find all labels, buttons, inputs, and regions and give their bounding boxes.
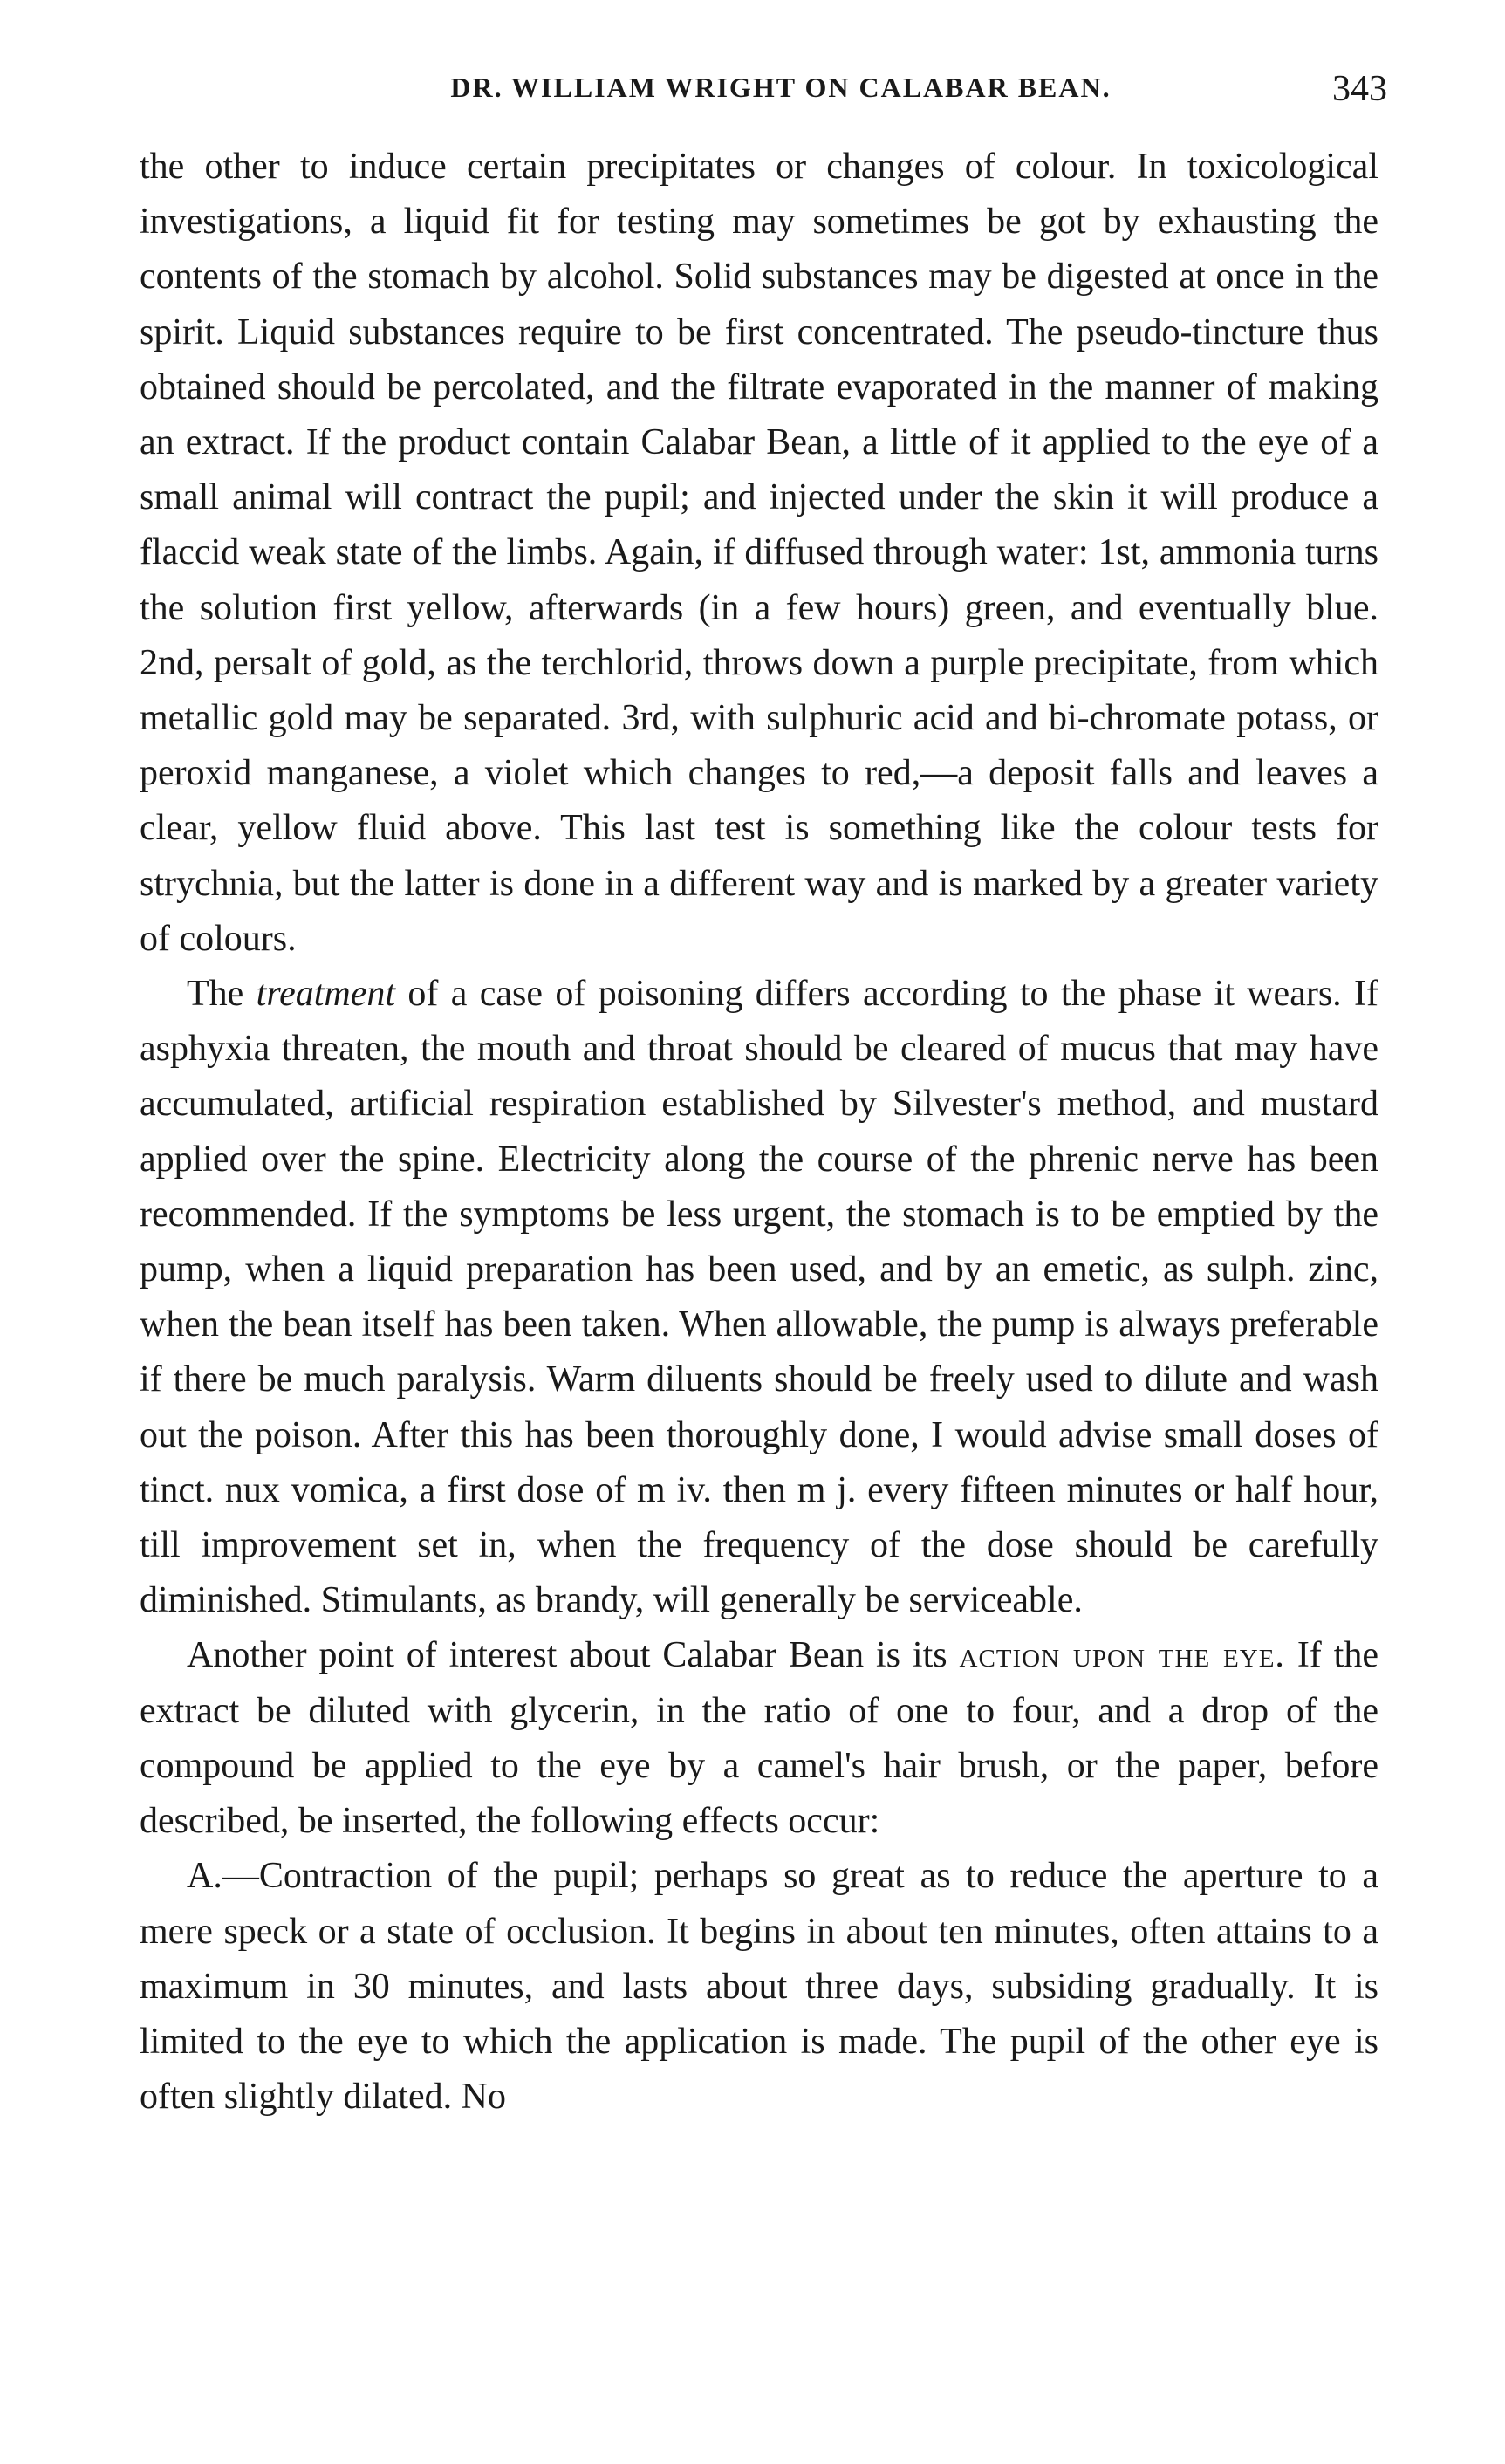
treatment-body: of a case of poisoning differs according to the phase it wears. If asphyxia threaten, the mouth and throat should be cleared of mucus that may have accumulated, artificial respiration established by Silvester's method, and mustard applied over the spine. Electricity along the course of the phrenic nerve has been recommended. If the symptoms be less urgent, the stomach is to be emptied by the pump, when a liquid preparation has been used, and by an emetic, as sulph. zinc, when the bean itself has been taken. When allowable, the pump is always preferable if there be much paralysis. Warm diluents should be freely used to dilute and wash out the poison. After this has been thoroughly done, I would advise small doses of tinct. nux vomica, a first dose of m iv. then m j. every fifteen minutes or half hour, till improvement set in, when the frequency of the dose should be carefully diminished. Stimulants, as brandy, will generally be serviceable. — [140, 974, 1378, 1621]
treatment-emphasis: treatment — [256, 974, 396, 1015]
paragraph-contraction-of-pupil: A.—Contraction of the pupil; perhaps so great as to reduce the aperture to a mere speck or a state of occlusion. It begins in about ten minutes, often attains to a maximum in 30 minutes, and lasts about three days, subsiding gradually. It is limited to the eye to which the application is made. The pupil of the other eye is often slightly dilated. No — [140, 1856, 1378, 2118]
running-head — [140, 69, 1422, 124]
running-title: DR. WILLIAM WRIGHT ON CALABAR BEAN. — [450, 72, 1112, 103]
paragraph-action-upon-eye — [140, 1628, 1378, 1849]
body-text — [140, 140, 1378, 2125]
eye-body: If the extract be diluted with glycerin, in the ratio of one to four, and a drop of the compound be applied to the eye by a camel's hair brush, or the paper, before described, be inserted, the following effects occur: — [140, 1635, 1378, 1842]
eye-intro: Another point of interest about Calabar Bean is its — [187, 1635, 960, 1676]
treatment-intro: The — [187, 974, 257, 1015]
paragraph-toxicology-tests: the other to induce certain precipitates or changes of colour. In toxicological investigations, a liquid fit for testing may sometimes be got by exhausting the contents of the stomach by alcohol. Solid substances may be digested at once in the spirit. Liquid substances require to be first concentrated. The pseudo-tincture thus obtained should be percolated, and the filtrate evaporated in the manner of making an extract. If the product contain Calabar Bean, a little of it applied to the eye of a small animal will contract the pupil; and injected under the skin it will produce a flaccid weak state of the limbs. Again, if diffused through water: 1st, ammonia turns the solution first yellow, afterwards (in a few hours) green, and eventually blue. 2nd, persalt of gold, as the terchlorid, throws down a purple precipitate, from which metallic gold may be separated. 3rd, with sulphuric acid and bi-chromate potass, or peroxid manganese, a violet which changes to red,—a deposit falls and leaves a clear, yellow fluid above. This last test is something like the colour tests for strychnia, but the latter is done in a different way and is marked by a greater variety of colours. — [140, 147, 1378, 959]
page-number: 343 — [1332, 69, 1387, 109]
eye-small-caps: action upon the eye. — [959, 1635, 1285, 1676]
paragraph-treatment — [140, 967, 1378, 1628]
